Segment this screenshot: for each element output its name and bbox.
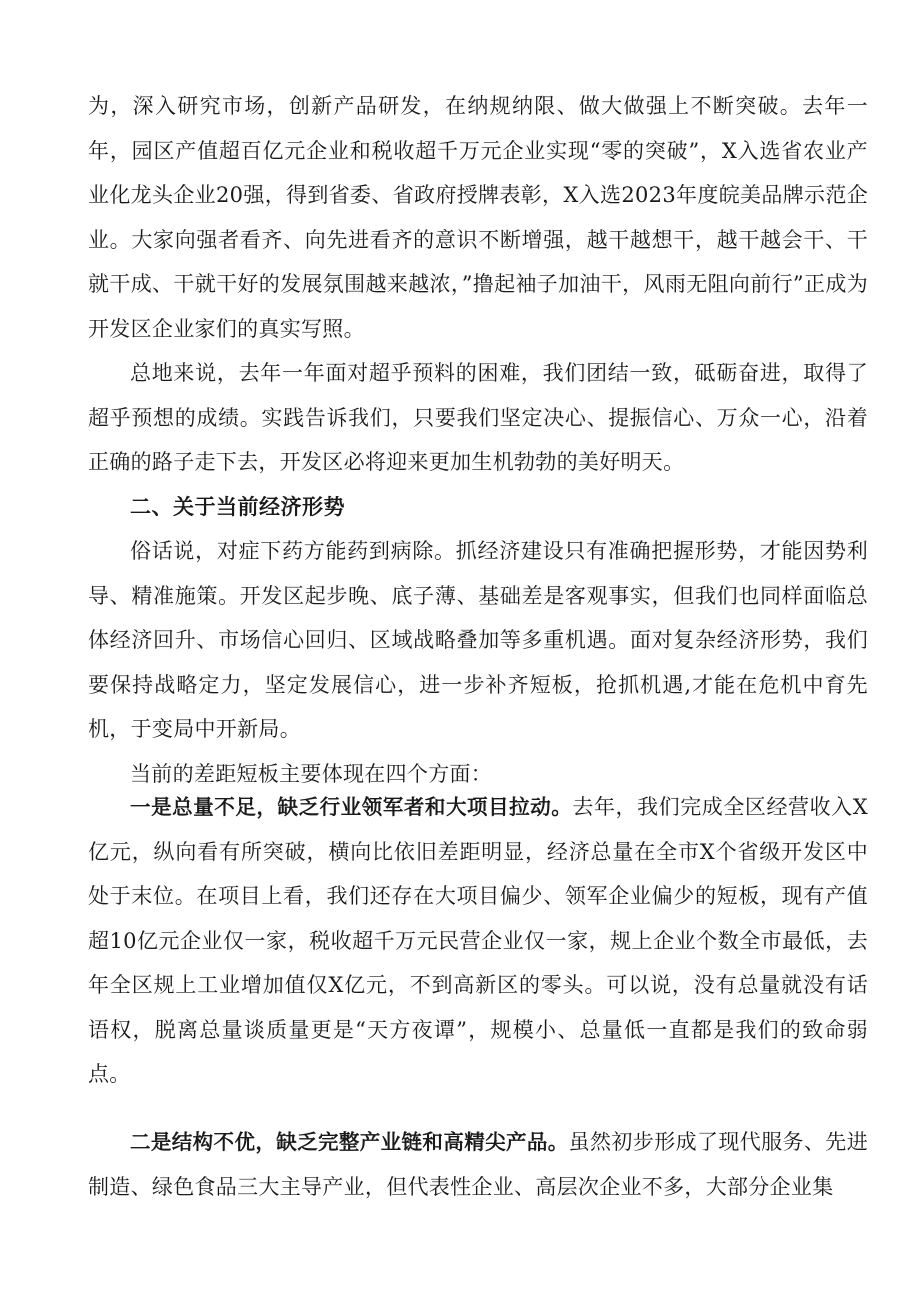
paragraph-point-1 [88,785,868,1097]
paragraph-summary: 总地来说，去年一年面对超乎预料的困难，我们团结一致，砥砺奋进，取得了超乎预想的成绩。实践告诉我们，只要我们坚定决心、提振信心、万众一心，沿着正确的路子走下去，开发区必将迎来更加生机勃勃的美好明天。 [88,361,868,474]
point-1-body: 去年，我们完成全区经营收入X亿元，纵向看有所突破，横向比依旧差距明显，经济总量在全市X个省级开发区中处于末位。在项目上看，我们还存在大项目偏少、领军企业偏少的短板，现有产值超10亿元企业仅一家，税收超千万元民营企业仅一家，规上企业个数全市最低，去年全区规上工业增加值仅X亿元，不到高新区的零头。可以说，没有总量就没有话语权，脱离总量谈质量更是“天方夜谭”，规模小、总量低一直都是我们的致命弱点。 [88,795,868,1086]
point-1-lead: 一是总量不足，缺乏行业领军者和大项目拉动。 [130,795,573,819]
paragraph-continuation: 为，深入研究市场，创新产品研发，在纳规纳限、做大做强上不断突破。去年一年，园区产值超百亿元企业和税收超千万元企业实现“零的突破”，X入选省农业产业化龙头企业20强，得到省委、省政府授牌表彰，X入选2023年度皖美品牌示范企业。大家向强者看齐、向先进看齐的意识不断增强，越干越想干，越干越会干、干就干成、干就干好的发展氛围越来越浓，”撸起袖子加油干，风雨无阻向前行”正成为开发区企业家们的真实写照。 [88,94,868,341]
paragraph-point-2 [88,1120,868,1209]
paragraph-shortcomings-intro: 当前的差距短板主要体现在四个方面： [130,762,493,786]
paragraph-economy: 俗话说，对症下药方能药到病除。抓经济建设只有准确把握形势，才能因势利导、精准施策。开发区起步晚、底子薄、基础差是客观事实，但我们也同样面临总体经济回升、市场信心回归、区域战略叠加等多重机遇。面对复杂经济形势，我们要保持战略定力，坚定发展信心，进一步补齐短板，抢抓机遇,才能在危机中育先机，于变局中开新局。 [88,539,868,741]
point-2-lead: 二是结构不优，缺乏完整产业链和高精尖产品。 [130,1130,569,1154]
point-2-body: 虽然初步形成了现代服务、先进制造、绿色食品三大主导产业，但代表性企业、高层次企业不多，大部分企业集 [88,1130,868,1199]
section-heading-2: 二、关于当前经济形势 [130,495,345,519]
